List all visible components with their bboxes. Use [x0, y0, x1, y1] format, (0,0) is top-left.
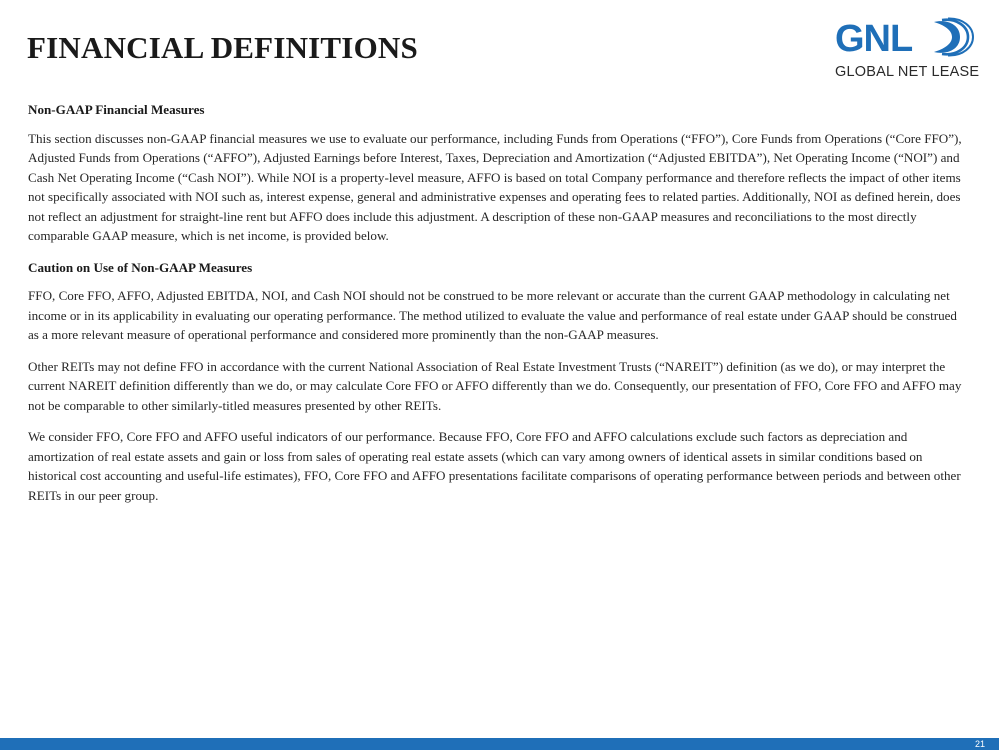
footer-bar	[0, 738, 999, 750]
paragraph: FFO, Core FFO, AFFO, Adjusted EBITDA, NOI, and Cash NOI should not be construed to be more relevant or accurate than the current GAAP methodology in calculating net income or in its applicability in evaluating our operating performance. The method utilized to evaluate the value and performance of real estate under GAAP should be construed as a more relevant measure of operational performance and considered more prominently than the non-GAAP measures.	[28, 288, 957, 342]
page-title: FINANCIAL DEFINITIONS	[27, 30, 418, 65]
logo-swirl-icon	[930, 16, 974, 58]
section-heading: Non-GAAP Financial Measures	[28, 102, 205, 117]
logo-mark: GNL	[835, 18, 913, 60]
logo-subtitle: GLOBAL NET LEASE	[835, 64, 980, 80]
content-body	[28, 100, 964, 517]
page-number: 21	[974, 739, 985, 749]
company-logo	[832, 14, 982, 84]
paragraph: We consider FFO, Core FFO and AFFO useful indicators of our performance. Because FFO, Core FFO and AFFO calculations exclude such factors as depreciation and amortization of real estate assets and gain or loss from sales of operating real estate assets (which can vary among owners of identical assets in similar conditions based on historical cost accounting and useful-life estimates), FFO, Core FFO and AFFO presentations facilitate comparisons of operating performance between periods and between other REITs in our peer group.	[28, 429, 961, 503]
paragraph: Other REITs may not define FFO in accordance with the current National Association of Real Estate Investment Trusts (“NAREIT”) definition (as we do), or may interpret the current NAREIT definition differently than we do, or may calculate Core FFO or AFFO differently than we do. Consequently, our presentation of FFO, Core FFO and AFFO may not be comparable to other similarly-titled measures presented by other REITs.	[28, 358, 962, 413]
paragraph: This section discusses non-GAAP financial measures we use to evaluate our performance, including Funds from Operations (“FFO”), Core Funds from Operations (“Core FFO”), Adjusted Funds from Operations (“AFFO”), Adjusted Earnings before Interest, Taxes, Depreciation and Amortization (“Adjusted EBITDA”), Net Operating Income (“NOI”) and Cash Net Operating Income (“Cash NOI”). While NOI is a property-level measure, AFFO is based on total Company performance and therefore reflects the impact of other items not specifically associated with NOI such as, interest expense, general and administrative expenses and operating fees to related parties. Additionally, NOI as defined herein, does not reflect an adjustment for straight-line rent but AFFO does include this adjustment. A description of these non-GAAP measures and reconciliations to the most directly comparable GAAP measure, which is net income, is provided below.	[28, 130, 962, 243]
section-heading: Caution on Use of Non-GAAP Measures	[28, 259, 253, 275]
